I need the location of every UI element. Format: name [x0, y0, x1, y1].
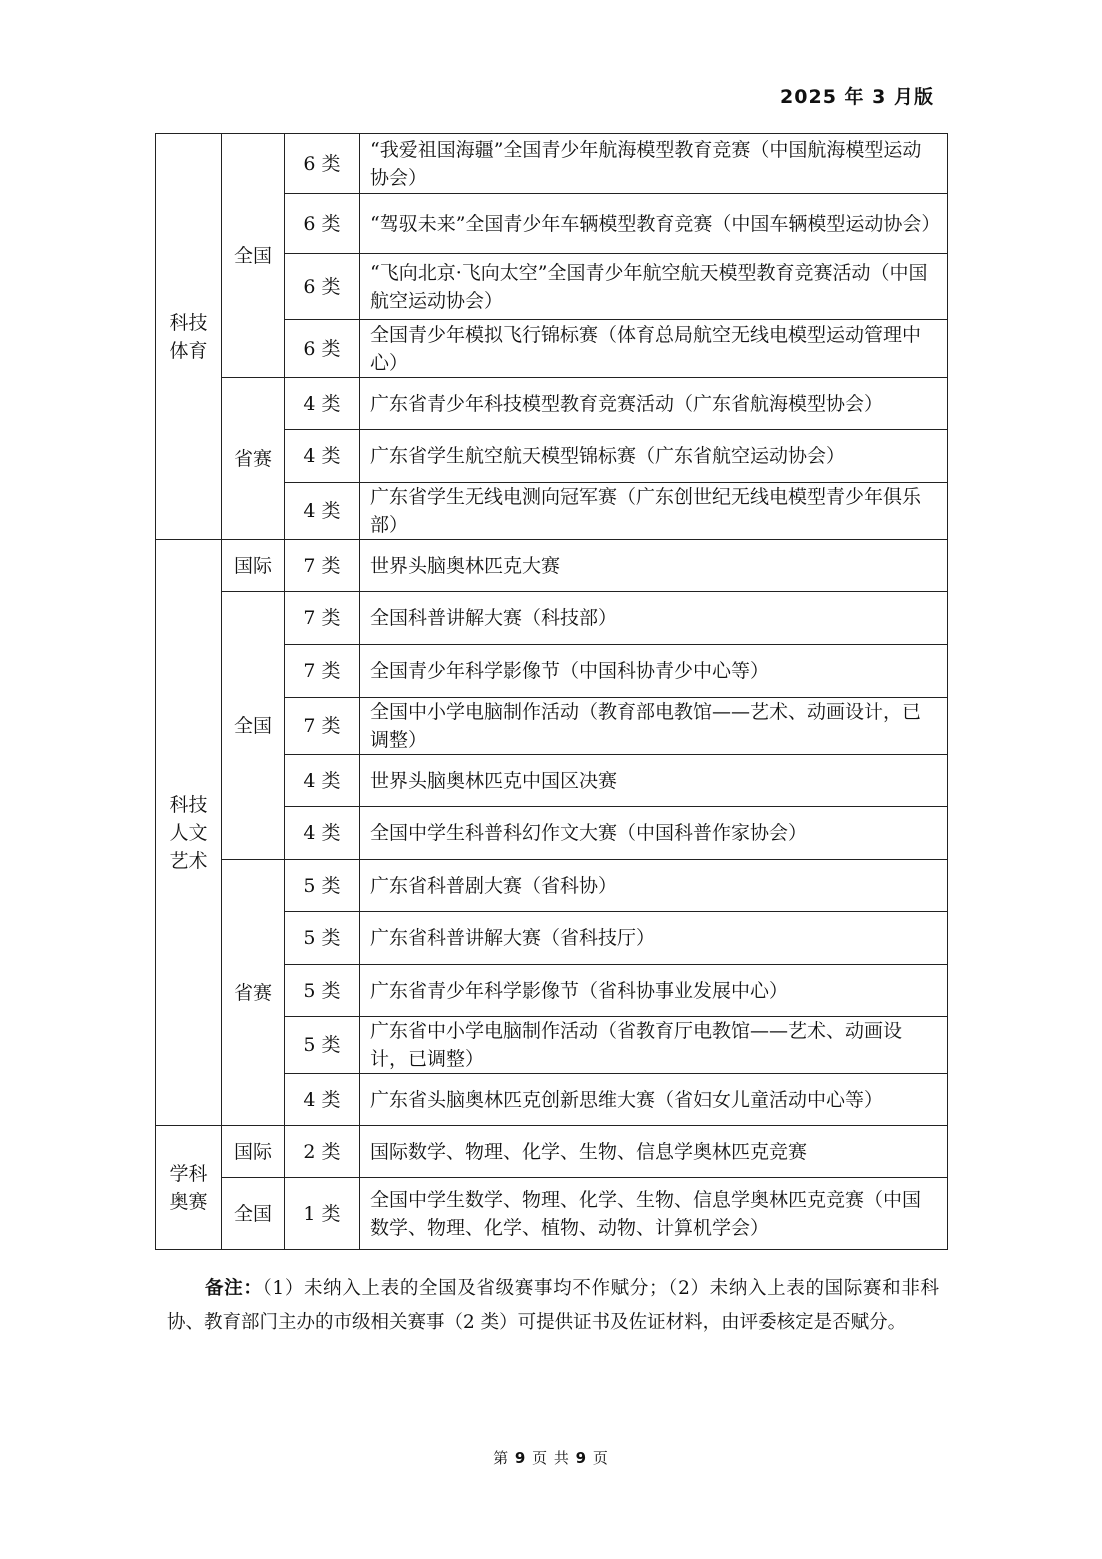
- class-cell: 4 类: [285, 483, 360, 540]
- class-cell: 1 类: [285, 1178, 360, 1250]
- footer-middle: 页 共: [532, 1449, 570, 1467]
- table-row: [156, 1178, 948, 1250]
- category-cell: 科技 体育: [156, 134, 222, 540]
- competition-name: 广东省科普讲解大赛（省科技厅）: [360, 912, 948, 965]
- competition-name: 世界头脑奥林匹克大赛: [360, 540, 948, 592]
- remarks-label: 备注：: [205, 1278, 263, 1299]
- page-footer: [0, 1447, 1102, 1468]
- class-cell: 7 类: [285, 698, 360, 755]
- competition-table: [155, 133, 948, 1250]
- class-cell: 6 类: [285, 134, 360, 194]
- footer-prefix: 第: [493, 1449, 510, 1467]
- competition-name: 全国中学生数学、物理、化学、生物、信息学奥林匹克竞赛（中国数学、物理、化学、植物、动物、计算机学会）: [360, 1178, 948, 1250]
- competition-name: 全国科普讲解大赛（科技部）: [360, 592, 948, 645]
- table-row: [156, 1126, 948, 1178]
- competition-name: 广东省青少年科学影像节（省科协事业发展中心）: [360, 965, 948, 1017]
- class-cell: 5 类: [285, 912, 360, 965]
- class-cell: 5 类: [285, 1017, 360, 1074]
- competition-name: 世界头脑奥林匹克中国区决赛: [360, 755, 948, 807]
- table-row: [156, 592, 948, 645]
- footer-suffix: 页: [592, 1449, 609, 1467]
- competition-name: “飞向北京·飞向太空”全国青少年航空航天模型教育竞赛活动（中国航空运动协会）: [360, 254, 948, 320]
- competition-name: 国际数学、物理、化学、生物、信息学奥林匹克竞赛: [360, 1126, 948, 1178]
- competition-name: 广东省头脑奥林匹克创新思维大赛（省妇女儿童活动中心等）: [360, 1074, 948, 1126]
- remarks-text: （1）未纳入上表的全国及省级赛事均不作赋分；（2）未纳入上表的国际赛和非科协、教育部门主办的市级相关赛事（2 类）可提供证书及佐证材料，由评委核定是否赋分。: [167, 1278, 939, 1333]
- class-cell: 6 类: [285, 254, 360, 320]
- table-row: [156, 540, 948, 592]
- competition-name: 广东省青少年科技模型教育竞赛活动（广东省航海模型协会）: [360, 378, 948, 430]
- class-cell: 5 类: [285, 965, 360, 1017]
- category-cell: 科技 人文 艺术: [156, 540, 222, 1126]
- competition-name: “驾驭未来”全国青少年车辆模型教育竞赛（中国车辆模型运动协会）: [360, 194, 948, 254]
- class-cell: 7 类: [285, 592, 360, 645]
- class-cell: 5 类: [285, 860, 360, 912]
- competition-name: 广东省科普剧大赛（省科协）: [360, 860, 948, 912]
- competition-name: “我爱祖国海疆”全国青少年航海模型教育竞赛（中国航海模型运动协会）: [360, 134, 948, 194]
- class-cell: 6 类: [285, 320, 360, 378]
- table-row: [156, 378, 948, 430]
- version-label: 2025 年 3 月版: [780, 86, 934, 108]
- competition-name: 广东省学生航空航天模型锦标赛（广东省航空运动协会）: [360, 430, 948, 483]
- remarks-paragraph: [167, 1272, 939, 1340]
- class-cell: 4 类: [285, 430, 360, 483]
- competition-name: 全国中小学电脑制作活动（教育部电教馆——艺术、动画设计，已调整）: [360, 698, 948, 755]
- level-cell: 省赛: [222, 860, 285, 1126]
- class-cell: 4 类: [285, 807, 360, 860]
- level-cell: 全国: [222, 134, 285, 378]
- competition-name: 广东省学生无线电测向冠军赛（广东创世纪无线电模型青少年俱乐部）: [360, 483, 948, 540]
- level-cell: 国际: [222, 1126, 285, 1178]
- table-row: [156, 860, 948, 912]
- class-cell: 4 类: [285, 378, 360, 430]
- class-cell: 2 类: [285, 1126, 360, 1178]
- competition-name: 全国青少年模拟飞行锦标赛（体育总局航空无线电模型运动管理中心）: [360, 320, 948, 378]
- class-cell: 7 类: [285, 645, 360, 698]
- total-page-number: 9: [575, 1449, 588, 1467]
- class-cell: 4 类: [285, 755, 360, 807]
- level-cell: 省赛: [222, 378, 285, 540]
- competition-name: 全国中学生科普科幻作文大赛（中国科普作家协会）: [360, 807, 948, 860]
- class-cell: 4 类: [285, 1074, 360, 1126]
- level-cell: 全国: [222, 592, 285, 860]
- table-row: [156, 134, 948, 194]
- competition-name: 全国青少年科学影像节（中国科协青少中心等）: [360, 645, 948, 698]
- competition-name: 广东省中小学电脑制作活动（省教育厅电教馆——艺术、动画设计，已调整）: [360, 1017, 948, 1074]
- class-cell: 6 类: [285, 194, 360, 254]
- category-cell: 学科 奥赛: [156, 1126, 222, 1250]
- level-cell: 国际: [222, 540, 285, 592]
- class-cell: 7 类: [285, 540, 360, 592]
- current-page-number: 9: [514, 1449, 527, 1467]
- level-cell: 全国: [222, 1178, 285, 1250]
